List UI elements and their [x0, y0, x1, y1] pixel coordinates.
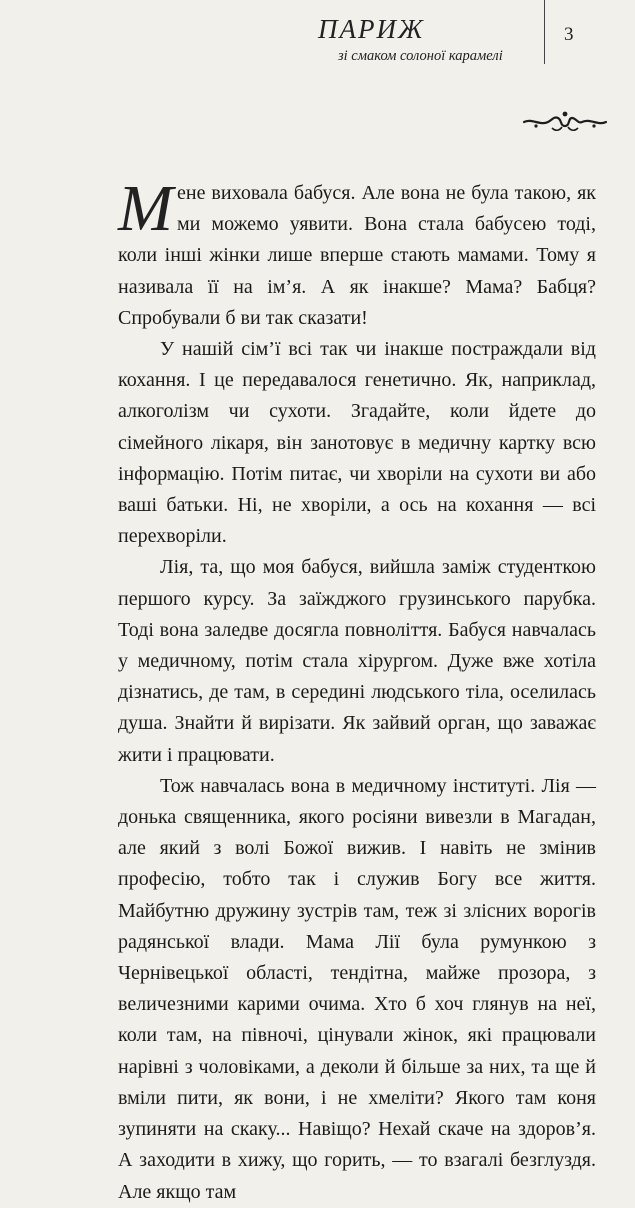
paragraph-3: Лія, та, що моя бабуся, вийшла заміж студенткою першого курсу. За заїжджого грузинського парубка. Тоді вона заледве досягла повноліття. Бабуся навчалась у медичному, потім стала хірургом. Дуже вже хотіла дізнатись, де там, в середині людського тіла, оселилась душа. Знайти й вирізати. Як зайвий орган, що заважає жити і працювати. [118, 556, 596, 766]
page-number: 3 [564, 24, 574, 45]
main-text [118, 172, 596, 1208]
book-title: ПАРИЖ [318, 14, 425, 44]
paragraph-4: Тож навчалась вона в медичному інституті. Лія — донька священника, якого росіяни вивезли в Магадан, але який з волі Божої вижив. І навіть не змінив професію, тобто так і служив Богу все життя. Майбутню дружину зустрів там, теж зі злісних ворогів радянської влади. Мама Лії була румункою з Чернівецької області, тендітна, майже прозора, з величезними карими очима. Хто б хоч глянув на неї, коли там, на півночі, цінували жінок, які працювали нарівні з чоловіками, а деколи й більше за них, та ще й вміли пити, як вони, і не хмеліти? Якого там коня зупиняти на скаку... Навіщо? Нехай скаче на здоров’я. А заходити в хижу, що горить, — то взагалі безглуздя. Але якщо там [118, 774, 596, 1203]
paragraph-1 [118, 172, 596, 334]
header-divider [544, 0, 545, 64]
paragraph-2: У нашій сім’ї всі так чи інакше постраждали від кохання. І це передавалося генетично. Як, наприклад, алкоголізм чи сухоти. Згадайте, коли йдете до сімейного лікаря, він занотовує в медичну картку всю інформацію. Потім питає, чи хворіли на сухоти ви або ваші батьки. Ні, не хворіли, а ось на кохання — всі перехворіли. [118, 338, 596, 548]
paragraph-1-text: ене виховала бабуся. Але вона не була такою, як ми можемо уявити. Вона стала бабусею тоді, коли інші жінки лише вперше стають мамами. Тому я називала її на ім’я. А як інакше? Мама? Бабця? Спробували б ви так сказати! [118, 182, 596, 329]
running-header [300, 14, 600, 74]
flourish-icon [522, 108, 608, 134]
drop-cap: М [118, 172, 173, 245]
book-subtitle: зі смаком солоної карамелі [338, 48, 503, 64]
